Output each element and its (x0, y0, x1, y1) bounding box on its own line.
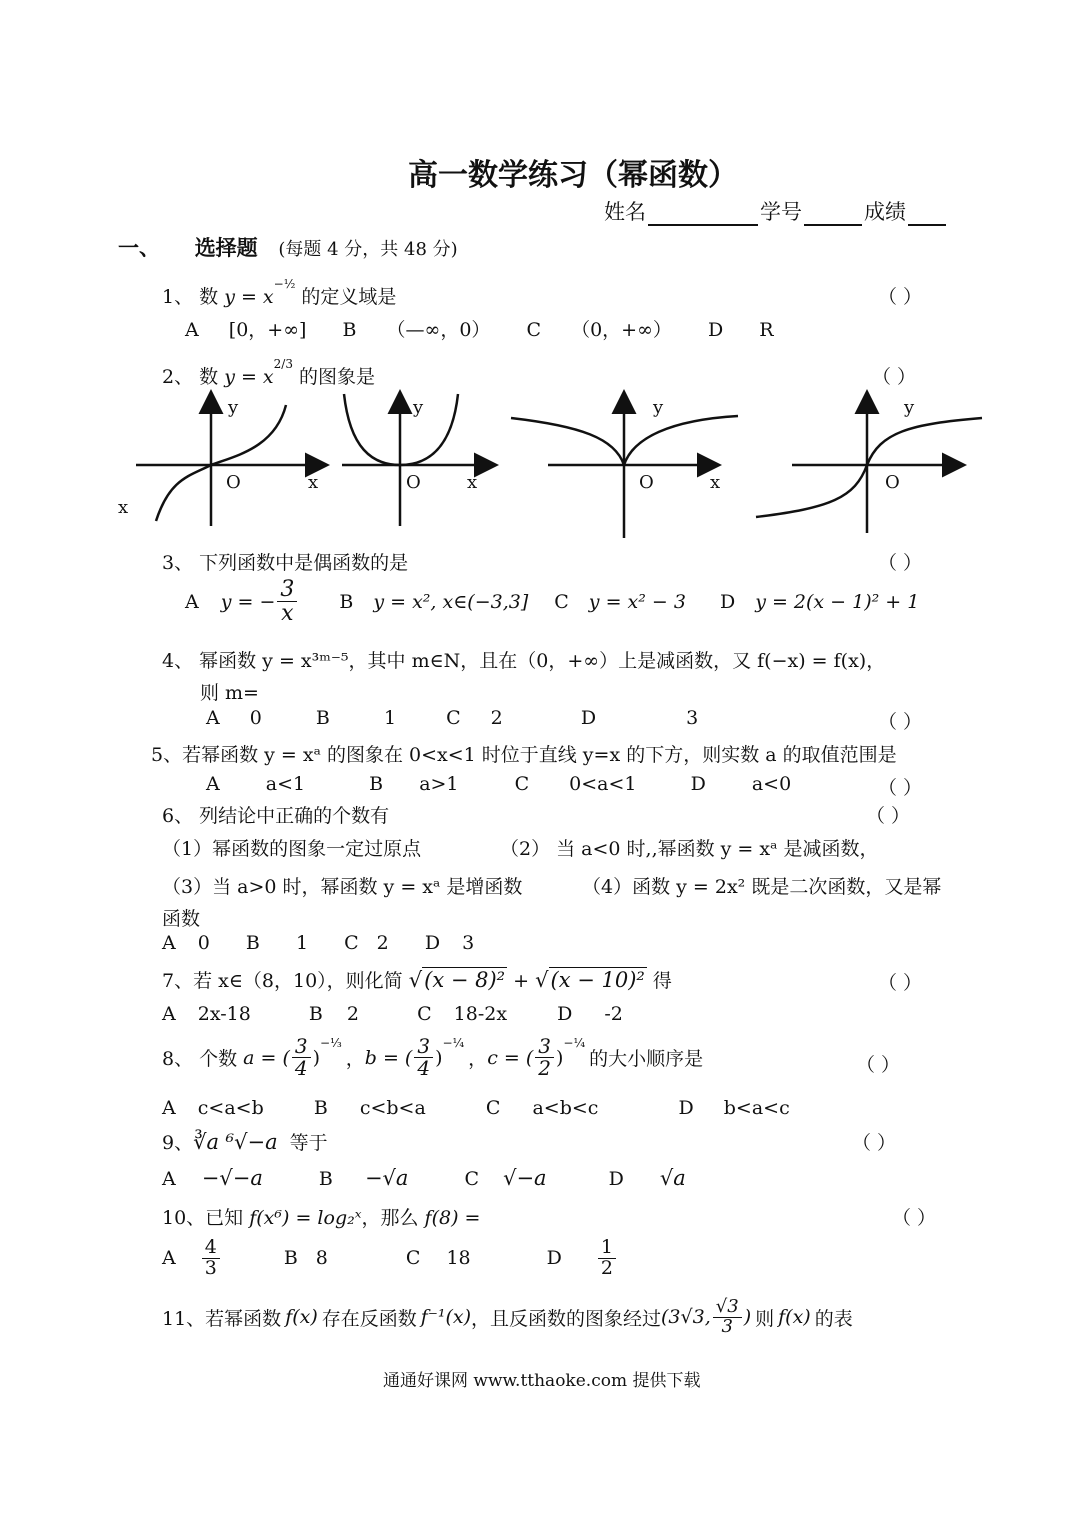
q3-answer-paren[interactable]: （ ） (878, 552, 923, 574)
option-label: C (514, 773, 530, 795)
q8-c-num: 3 (535, 1036, 554, 1058)
option-label: C (417, 1003, 432, 1025)
q7-answer-paren[interactable]: （ ） (878, 972, 923, 994)
q10-d-den: 2 (600, 1256, 613, 1279)
q11-point-num: √3 (713, 1298, 742, 1318)
option-value: -2 (604, 1003, 623, 1025)
q6-statement-2: （2） 当 a<0 时,,幂函数 y = xᵃ 是减函数， (500, 838, 879, 860)
graph-left-x-label: x (118, 497, 129, 518)
option-label: D (424, 932, 441, 954)
q7-options (162, 1003, 623, 1025)
option-label: B (339, 590, 354, 613)
q3-a-num: 3 (277, 578, 297, 602)
q4-stem: 4、 幂函数 y = x³ᵐ⁻⁵，其中 m∈N，且在（0，+∞）上是减函数，又 f(−x) = f(x)， (162, 650, 886, 672)
q9-answer-paren[interactable]: （ ） (852, 1132, 897, 1154)
q10-text-a: 10、已知 (162, 1207, 244, 1229)
graph-a-origin: O (226, 472, 241, 493)
q5-stem: 5、若幂函数 y = xᵃ 的图象在 0<x<1 时位于直线 y=x 的下方，则实数 a 的取值范围是 (151, 744, 897, 766)
option-label: D (557, 1003, 573, 1025)
option-label: A (162, 1168, 176, 1190)
q8-stem: 8、 个数 a = ( $\frac{3}{4}$ ) $^{-\frac{1}{3}}$ ， b = ( $\frac{3}{4}$ ) $^{-\frac{1}{4}}$ ， c = ( $\frac{3}{2}$ ) $^{-\frac{1}{4}}$ 的大小顺序是 (162, 1034, 704, 1080)
q10-stem (162, 1203, 480, 1230)
q9-text-b: 等于 (289, 1132, 328, 1154)
q8-a-num: 3 (292, 1036, 311, 1058)
option-label: D (608, 1168, 624, 1190)
q2-graphs (110, 388, 1000, 548)
q11-f-2: f(x) (778, 1306, 811, 1329)
q4-answer-paren[interactable]: （ ） (878, 711, 923, 733)
q10-options (162, 1238, 618, 1279)
q2-expr: y = x (224, 366, 274, 388)
option-value: 1 (383, 707, 397, 729)
q10-a-num: 4 (202, 1238, 220, 1259)
graph-b-y-label: y (413, 397, 424, 418)
q9-expr: ∛a ⁶√−a (193, 1130, 278, 1154)
q8-a-den: 4 (294, 1056, 308, 1080)
q11-text-d: 则 (755, 1307, 775, 1330)
score-field[interactable] (908, 202, 946, 226)
option-value: （0，+∞） (571, 319, 672, 341)
option-label: D (690, 773, 706, 795)
option-value: 2 (346, 1003, 360, 1025)
q10-expr: f(x⁶) = log₂ˣ (249, 1207, 362, 1229)
option-label: A (162, 1003, 176, 1025)
q3-options (185, 578, 919, 625)
option-label: A (162, 1097, 176, 1119)
option-value: 3 (686, 707, 699, 729)
option-value: 18-2x (453, 1003, 508, 1025)
q10-d-num: 1 (598, 1238, 616, 1259)
option-value: 3 (462, 932, 475, 954)
q8-answer-paren[interactable]: （ ） (856, 1054, 901, 1076)
q11-text-e: 的表 (814, 1307, 853, 1330)
q9-text-a: 9、 (162, 1132, 194, 1154)
q5-options (206, 773, 791, 795)
option-label: B (313, 1097, 328, 1119)
option-label: B (308, 1003, 323, 1025)
option-label: A (206, 773, 220, 795)
option-label: C (554, 590, 569, 613)
graph-c-x-label: x (710, 472, 721, 493)
page-title: 高一数学练习（幂函数） (408, 158, 738, 193)
option-label: D (678, 1097, 694, 1119)
id-field[interactable] (804, 202, 862, 226)
graph-c-origin: O (639, 472, 654, 493)
graph-c[interactable] (511, 394, 738, 538)
q11-point-den: 3 (721, 1315, 733, 1337)
option-label: C (464, 1168, 480, 1190)
section-name: 选择题 (194, 235, 258, 260)
q2-answer-paren[interactable]: （ ） (872, 366, 917, 388)
graph-d-origin: O (885, 472, 900, 493)
q6-options (162, 932, 474, 954)
q3-c-expr: y = x² − 3 (588, 590, 686, 613)
q10-expr-2: f(8) = (424, 1207, 481, 1229)
q7-radicand-1: (x − 8)² (424, 968, 506, 992)
q1-stem (162, 276, 397, 309)
graph-a-y-label: y (228, 397, 239, 418)
q8-b-num: 3 (414, 1036, 433, 1058)
option-label: D (707, 319, 724, 341)
q10-c-value: 18 (446, 1247, 471, 1270)
option-label: B (369, 773, 384, 795)
section-note: (每题 4 分，共 48 分) (278, 239, 458, 260)
option-label: A (185, 590, 199, 613)
q8-c-exp: −¼ (563, 1036, 586, 1050)
option-value: 2 (490, 707, 503, 729)
option-label: C (405, 1247, 421, 1270)
option-value: 0 (197, 932, 210, 954)
option-label: D (580, 707, 597, 729)
q4-stem-2: 则 m= (200, 682, 259, 704)
score-label: 成绩 (864, 200, 906, 224)
option-value: a<1 (265, 773, 306, 795)
q8-a-label: a = ( (243, 1046, 290, 1069)
q6-stem: 6、 列结论中正确的个数有 (162, 805, 390, 827)
graph-d[interactable] (756, 394, 982, 533)
option-label: C (446, 707, 461, 729)
option-label: A (162, 1247, 176, 1270)
q10-answer-paren[interactable]: （ ） (892, 1207, 937, 1229)
q10-text-b: ，那么 (361, 1207, 419, 1229)
q3-a-expr: y = − (220, 590, 276, 613)
option-value: 0<a<1 (569, 773, 637, 795)
q9-a-value: −√−a (201, 1166, 263, 1190)
option-value: 0 (249, 707, 262, 729)
option-value: 2 (376, 932, 389, 954)
q2-text-b: 的图象是 (299, 366, 376, 388)
option-label: A (206, 707, 220, 729)
option-label: A (185, 319, 199, 341)
q3-d-expr: y = 2(x − 1)² + 1 (755, 590, 920, 613)
q8-c-label: c = ( (487, 1046, 534, 1069)
option-label: D (546, 1247, 562, 1270)
option-label: B (342, 319, 357, 341)
option-value: [0，+∞] (228, 319, 307, 341)
option-value: c<b<a (359, 1097, 426, 1119)
graph-b-origin: O (406, 472, 421, 493)
q11-point-b: ) (743, 1306, 752, 1329)
option-label: C (526, 319, 542, 341)
q9-stem (162, 1128, 328, 1155)
q8-b-close: ) (435, 1046, 443, 1069)
q7-text-b: 得 (652, 970, 672, 992)
q6-answer-paren[interactable]: （ ） (866, 805, 911, 827)
option-label: C (344, 932, 359, 954)
q8-text-a: 8、 个数 (162, 1048, 238, 1070)
q8-b-exp: −¼ (442, 1036, 465, 1050)
q8-b-den: 4 (417, 1056, 431, 1080)
q9-options (162, 1166, 686, 1190)
q3-stem: 3、 下列函数中是偶函数的是 (162, 552, 409, 574)
option-value: a<b<c (532, 1097, 599, 1119)
q7-text-a: 7、若 x∈（8，10），则化简 (162, 970, 403, 992)
q1-options (185, 315, 774, 342)
q1-text-b: 的定义域是 (301, 286, 397, 308)
q11-point-a: (3√3, (661, 1306, 711, 1329)
student-info (604, 196, 948, 226)
q11-finv: f⁻¹(x) (420, 1306, 471, 1329)
q9-d-value: √a (659, 1166, 686, 1190)
option-value: a<0 (751, 773, 792, 795)
graph-a-x-label: x (308, 472, 319, 493)
q8-options (162, 1097, 790, 1119)
q6-statement-4-cont: 函数 (162, 908, 201, 930)
option-value: 1 (295, 932, 309, 954)
option-label: C (485, 1097, 501, 1119)
q7-plus: + (513, 970, 530, 992)
q10-a-den: 3 (204, 1256, 217, 1279)
q2-text-a: 2、 数 (162, 366, 219, 388)
section-heading (118, 232, 458, 262)
name-label: 姓名 (604, 200, 646, 224)
graph-c-y-label: y (653, 397, 664, 418)
q8-a-close: ) (312, 1046, 321, 1069)
q8-text-b: 的大小顺序是 (589, 1048, 704, 1070)
q10-b-value: 8 (315, 1247, 328, 1270)
q1-answer-paren[interactable]: （ ） (878, 286, 923, 308)
option-label: A (162, 932, 176, 954)
q11-stem (162, 1298, 853, 1337)
q4-options (206, 707, 698, 729)
option-value: b<a<c (723, 1097, 790, 1119)
q1-exp: −½ (273, 276, 296, 291)
q2-stem (162, 356, 376, 389)
q8-b-label: b = ( (364, 1046, 413, 1069)
graph-d-y-label: y (904, 397, 915, 418)
q6-statement-3: （3）当 a>0 时，幂函数 y = xᵃ 是增函数 (162, 876, 523, 898)
q8-c-den: 2 (538, 1056, 551, 1080)
q6-statement-4: （4）函数 y = 2x² 既是二次函数，又是幂 (582, 876, 942, 898)
q11-text-c: ，且反函数的图象经过 (471, 1307, 662, 1330)
option-value: R (759, 319, 774, 341)
q11-f: f(x) (285, 1306, 318, 1329)
option-label: B (318, 1168, 333, 1190)
q3-a-den: x (281, 601, 294, 627)
option-label: D (719, 590, 736, 613)
q5-answer-paren[interactable]: （ ） (878, 777, 923, 799)
section-number: 一、 (118, 235, 160, 260)
name-field[interactable] (648, 202, 758, 226)
option-value: 2x-18 (197, 1003, 251, 1025)
id-label: 学号 (760, 200, 802, 224)
option-value: c<a<b (197, 1097, 264, 1119)
option-value: a>1 (419, 773, 459, 795)
q8-a-exp: −⅓ (320, 1036, 342, 1050)
q11-text-b: 存在反函数 (321, 1307, 417, 1330)
q8-c-close: ) (555, 1046, 564, 1069)
q9-c-value: √−a (503, 1166, 547, 1190)
q1-text-a: 1、 数 (162, 286, 219, 308)
q11-text-a: 11、若幂函数 (162, 1307, 282, 1330)
option-label: B (245, 932, 260, 954)
option-value: （—∞，0） (386, 319, 491, 341)
option-label: B (315, 707, 330, 729)
q6-statement-1: （1）幂函数的图象一定过原点 (162, 838, 422, 860)
q7-stem: 7、若 x∈（8，10），则化简 √(x − 8)² + √(x − 10)² 得 (162, 968, 672, 992)
q7-radicand-2: (x − 10)² (550, 968, 645, 992)
graph-b-x-label: x (467, 472, 478, 493)
q2-exp: 2/3 (273, 356, 293, 371)
q1-expr: y = x (224, 286, 274, 308)
footer-source: 通通好课网 www.tthaoke.com 提供下载 (383, 1371, 701, 1391)
option-label: B (283, 1247, 298, 1270)
q3-b-expr: y = x², x∈(−3,3] (373, 590, 529, 613)
q9-b-value: −√a (364, 1166, 409, 1190)
